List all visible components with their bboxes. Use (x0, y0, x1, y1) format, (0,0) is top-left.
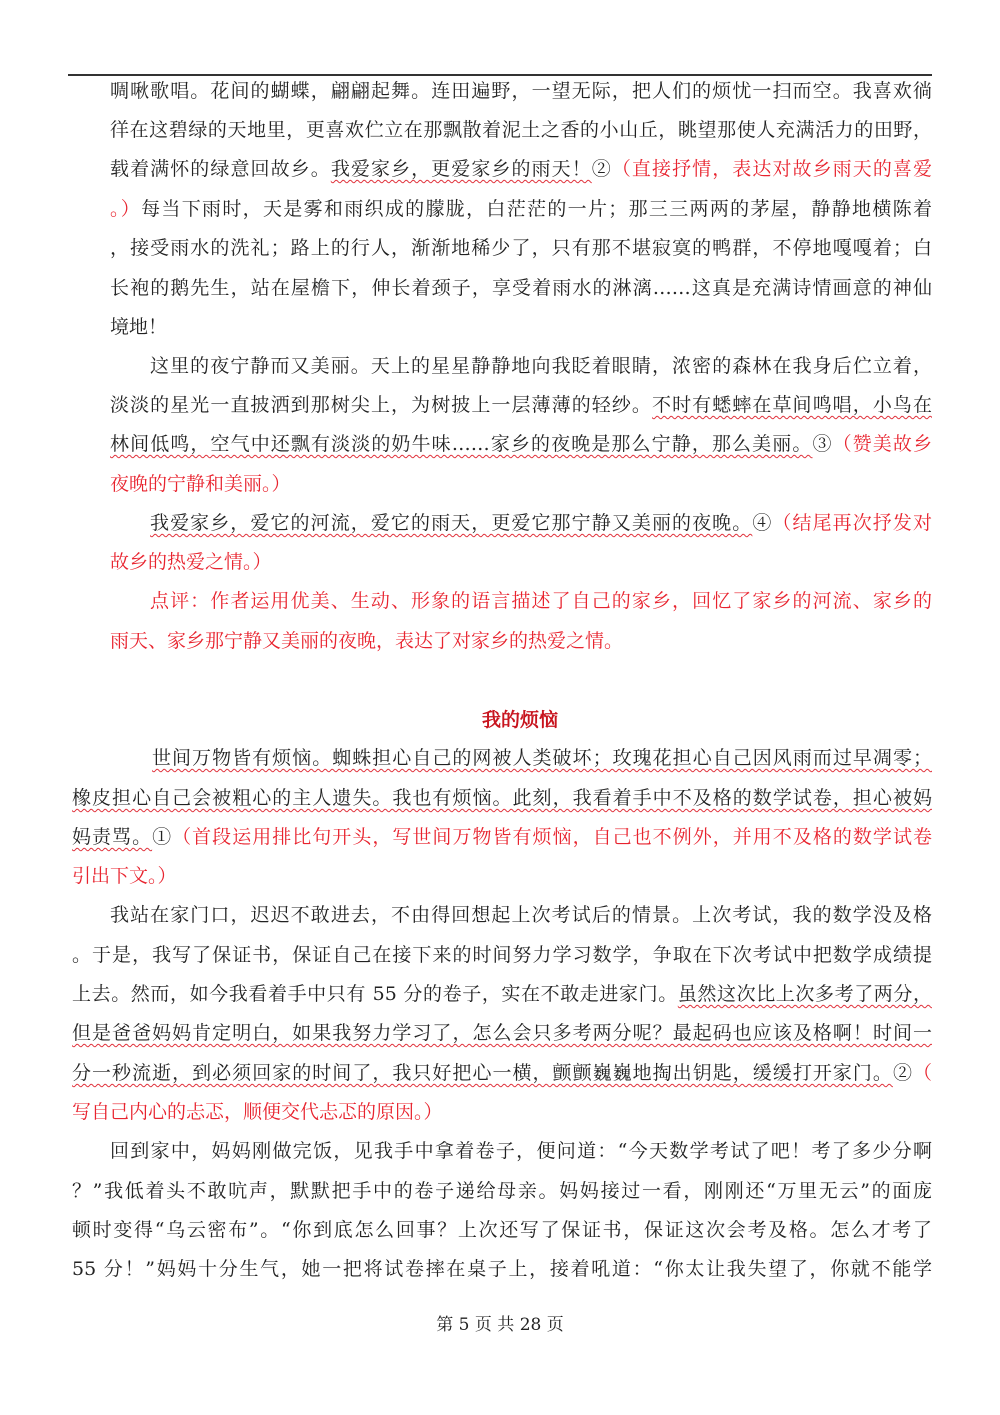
underlined-text: 不时有蟋蟀在草间鸣唱，小鸟在 (652, 394, 932, 416)
text-line (72, 1256, 932, 1282)
annotation-text: 。） (110, 198, 142, 220)
annotation-text: （直接抒情，表达对故乡雨天的喜爱 (611, 158, 932, 180)
text-line (110, 902, 932, 928)
text-line (72, 942, 932, 968)
annotation-text: 夜晚的宁静和美丽。） (110, 473, 291, 495)
header-rule (68, 74, 932, 76)
underlined-text: 但是爸爸妈妈肯定明白，如果我努力学习了，怎么会只多考两分呢？最起码也应该及格啊！时间一 (72, 1022, 932, 1044)
body-text: ① (152, 826, 173, 848)
text-line (72, 1099, 932, 1125)
annotation-text: （赞美故乡 (832, 433, 932, 455)
text-line (110, 628, 932, 654)
body-text: 顿时变得“乌云密布”。“你到底怎么回事？上次还写了保证书，保证这次会考及格。怎么才考了 (72, 1219, 932, 1241)
body-text: ？”我低着头不敢吭声，默默把手中的卷子递给母亲。妈妈接过一看，刚刚还“万里无云”的面庞 (72, 1180, 932, 1202)
underlined-text: 我爱家乡，更爱家乡的雨天！ (330, 158, 592, 180)
underlined-text: 我爱家乡，爱它的河流，爱它的雨天，更爱它那宁静又美丽的夜晚。 (150, 512, 753, 534)
text-line (110, 78, 932, 104)
underlined-text: 林间低鸣，空气中还飘有淡淡的奶牛味……家乡的夜晚是那么宁静，那么美丽。 (110, 433, 813, 455)
annotation-text: （ (912, 1062, 932, 1084)
section-title: 我的烦恼 (481, 709, 558, 731)
text-line (110, 431, 932, 457)
body-text: ③ (812, 433, 833, 455)
annotation-text: 雨天、家乡那宁静又美丽的夜晚，表达了对家乡的热爱之情。 (110, 630, 624, 652)
annotation-text: 引出下文。） (72, 865, 177, 887)
underlined-text: 分一秒流逝，到必须回家的时间了，我只好把心一横，颤颤巍巍地掏出钥匙，缓缓打开家门。 (72, 1062, 893, 1084)
annotation-text: 写自己内心的忐忑，顺便交代忐忑的原因。） (72, 1101, 443, 1123)
body-text: ② (591, 158, 612, 180)
body-text: 回到家中，妈妈刚做完饭，见我手中拿着卷子，便问道：“今天数学考试了吧！考了多少分啊 (110, 1140, 932, 1162)
body-text: 。于是，我写了保证书，保证自己在接下来的时间努力学习数学，争取在下次考试中把数学成绩提 (72, 944, 932, 966)
body-text: 上去。然而，如今我看着手中只有 55 分的卷子，实在不敢走进家门。 (72, 983, 678, 1005)
annotation-text: （首段运用排比句开头，写世间万物皆有烦恼，自己也不例外，并用不及格的数学试卷 (172, 826, 932, 848)
text-line (72, 824, 932, 850)
page-footer: 第 5 页 共 28 页 (436, 1315, 564, 1335)
body-text: 我站在家门口，迟迟不敢进去，不由得回想起上次考试后的情景。上次考试，我的数学没及格 (110, 904, 932, 926)
text-line (72, 863, 932, 889)
body-text: ，接受雨水的洗礼；路上的行人，渐渐地稀少了，只有那不堪寂寞的鸭群，不停地嘎嘎着；白 (110, 237, 932, 259)
text-line (110, 471, 932, 497)
text-line (72, 981, 932, 1007)
body-text: 淡淡的星光一直披洒到那树尖上，为树披上一层薄薄的轻纱。 (110, 394, 653, 416)
annotation-text: （结尾再次抒发对 (772, 512, 932, 534)
body-text: ② (892, 1062, 913, 1084)
text-line (110, 117, 932, 143)
text-line (110, 235, 932, 261)
body-text: 徉在这碧绿的天地里，更喜欢伫立在那飘散着泥土之香的小山丘，眺望那使人充满活力的田野， (110, 119, 932, 141)
text-line (110, 275, 932, 301)
text-line (72, 1020, 932, 1046)
text-line (110, 156, 932, 182)
text-line (110, 392, 932, 418)
text-line (72, 785, 932, 811)
text-line (150, 510, 932, 536)
text-line (110, 549, 932, 575)
underlined-text: 世间万物皆有烦恼。蜘蛛担心自己的网被人类破坏；玫瑰花担心自己因风雨而过早凋零； (152, 747, 932, 769)
text-line (150, 588, 932, 614)
body-text: 长袍的鹅先生，站在屋檐下，伸长着颈子，享受着雨水的淋漓……这真是充满诗情画意的神仙 (110, 277, 932, 299)
underlined-text: 妈责骂。 (72, 826, 153, 848)
text-line (110, 314, 932, 340)
body-text: 啁啾歌唱。花间的蝴蝶，翩翩起舞。连田遍野，一望无际，把人们的烦忧一扫而空。我喜欢徜 (110, 80, 932, 102)
body-text: 载着满怀的绿意回故乡。 (110, 158, 331, 180)
text-line (150, 353, 932, 379)
body-text: 这里的夜宁静而又美丽。天上的星星静静地向我眨着眼睛，浓密的森林在我身后伫立着， (150, 355, 932, 377)
body-text: 境地！ (110, 316, 168, 338)
text-line (152, 745, 932, 771)
body-text: ④ (752, 512, 773, 534)
body-text: 55 分！”妈妈十分生气，她一把将试卷摔在桌子上，接着吼道：“你太让我失望了，你就不能学 (72, 1258, 932, 1280)
underlined-text: 橡皮担心自己会被粗心的主人遗失。我也有烦恼。此刻，我看着手中不及格的数学试卷，担心被妈 (72, 787, 932, 809)
body-text: 每当下雨时，天是雾和雨织成的朦胧，白茫茫的一片；那三三两两的茅屋，静静地横陈着 (141, 198, 932, 220)
annotation-text: 点评：作者运用优美、生动、形象的语言描述了自己的家乡，回忆了家乡的河流、家乡的 (150, 590, 932, 612)
underlined-text: 虽然这次比上次多考了两分， (677, 983, 932, 1005)
text-line (110, 1138, 932, 1164)
text-line (72, 1217, 932, 1243)
annotation-text: 故乡的热爱之情。） (110, 551, 272, 573)
text-line (72, 1060, 932, 1086)
text-line (110, 196, 932, 222)
text-line (72, 1178, 932, 1204)
